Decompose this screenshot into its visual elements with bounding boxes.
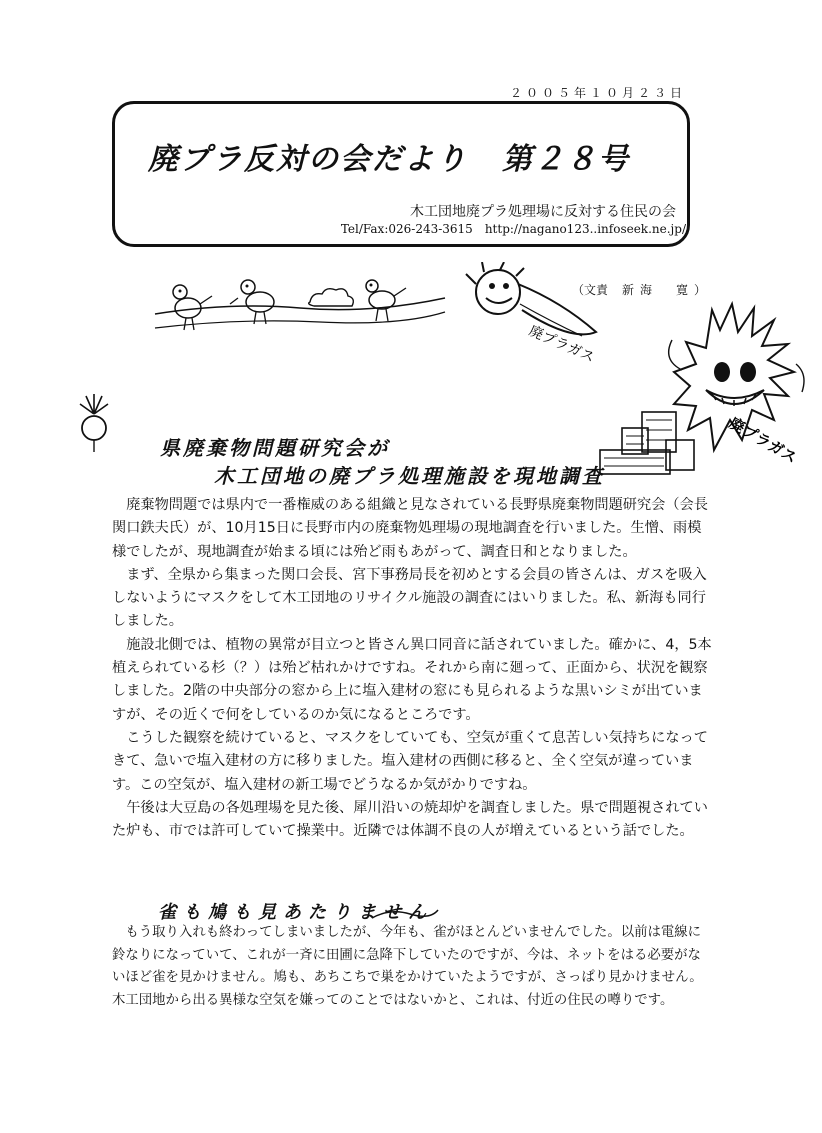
gas-monster-illustration	[592, 300, 814, 480]
comet-label: 廃プラガス	[526, 323, 597, 367]
article1-headline-line1: 県廃棄物問題研究会が	[160, 436, 390, 460]
gas-comet-illustration	[462, 262, 602, 372]
newsletter-title	[148, 134, 678, 178]
editor-label: （文責	[572, 283, 609, 297]
cloud-icon	[309, 289, 354, 306]
contact-line	[260, 222, 686, 236]
birds-illustration	[150, 272, 450, 342]
article1-paragraph: まず、全県から集まった関口会長、宮下事務局長を初めとする会員の皆さんは、ガスを吸入しないようにマスクをして木工団地のリサイクル施設の調査にはいりました。私、新海も同行しました。	[112, 566, 707, 630]
issue-number: 第２８号	[502, 142, 630, 177]
article1-paragraph: 廃棄物問題では県内で一番権威のある組織と見なされている長野県廃棄物問題研究会（会長 関口鉄夫氏）が、10月15日に長野市内の廃棄物処理場の現地調査を行いました。生憎、雨模様でしたが、現地調査が始まる頃には殆ど雨もあがって、調査日和となりました。	[112, 497, 723, 560]
article1-headline-line2: 木工団地の廃プラ処理施設を現地調査	[214, 464, 605, 488]
bird-icon	[230, 280, 274, 324]
article1-paragraph: こうした観察を続けていると、マスクをしていても、空気が重くて息苦しい気持ちになってきて、急いで塩入建材の方に移りました。塩入建材の西側に移ると、全く空気が違っています。この空気が、塩入建材の新工場でどうなるか気がかりですね。	[112, 729, 708, 793]
article2-headline: 雀も鳩も見あたりません	[158, 902, 433, 923]
tel-fax: Tel/Fax:026-243-3615	[340, 222, 473, 236]
radish-illustration	[72, 394, 116, 454]
title-text: 廃プラ反対の会だより	[148, 142, 468, 177]
article2-body	[112, 922, 712, 1012]
article2-paragraph: もう取り入れも終わってしまいましたが、今年も、雀がほとんどいませんでした。以前は電線に鈴なりになっていて、これが一斉に田圃に急降下していたのですが、今は、ネットをはる必要がないほど雀を見かけません。鳩も、あちこちで巣をかけていたようですが、さっぱり見かけません。木工団地から出る異様な空気を嫌ってのことではないかと、これは、付近の住民の噂りです。	[112, 925, 703, 1008]
article1-body	[112, 494, 723, 843]
article1-paragraph: 午後は大豆島の各処理場を見た後、犀川沿いの焼却炉を調査しました。県で問題視されていた炉も、市では許可していて操業中。近隣では体調不良の人が増えているという話でした。	[112, 799, 708, 840]
issue-date: ２００５年１０月２３日	[509, 86, 686, 100]
monster-label: 廃プラガス	[726, 413, 800, 467]
headline-underline	[370, 906, 440, 922]
website-url[interactable]: http://nagano123..infoseek.ne.jp/	[484, 222, 686, 236]
article1-paragraph: 施設北側では、植物の異常が目立つと皆さん異口同音に話されていました。確かに、4，5本植えられている杉（？）は殆ど枯れかけですね。それから南に廻って、正面から、状況を観察しました。2階の中央部分の窓から上に塩入建材の窓にも見られるような黒いシミが出ていますが、その近くで何をしているのか気になるところです。	[112, 636, 712, 723]
factory-buildings-icon	[600, 412, 694, 474]
organization-name: 木工団地廃プラ処理場に反対する住民の会	[410, 204, 676, 220]
bird-icon	[366, 280, 406, 321]
editor-name: 新海 寛）	[622, 283, 713, 297]
